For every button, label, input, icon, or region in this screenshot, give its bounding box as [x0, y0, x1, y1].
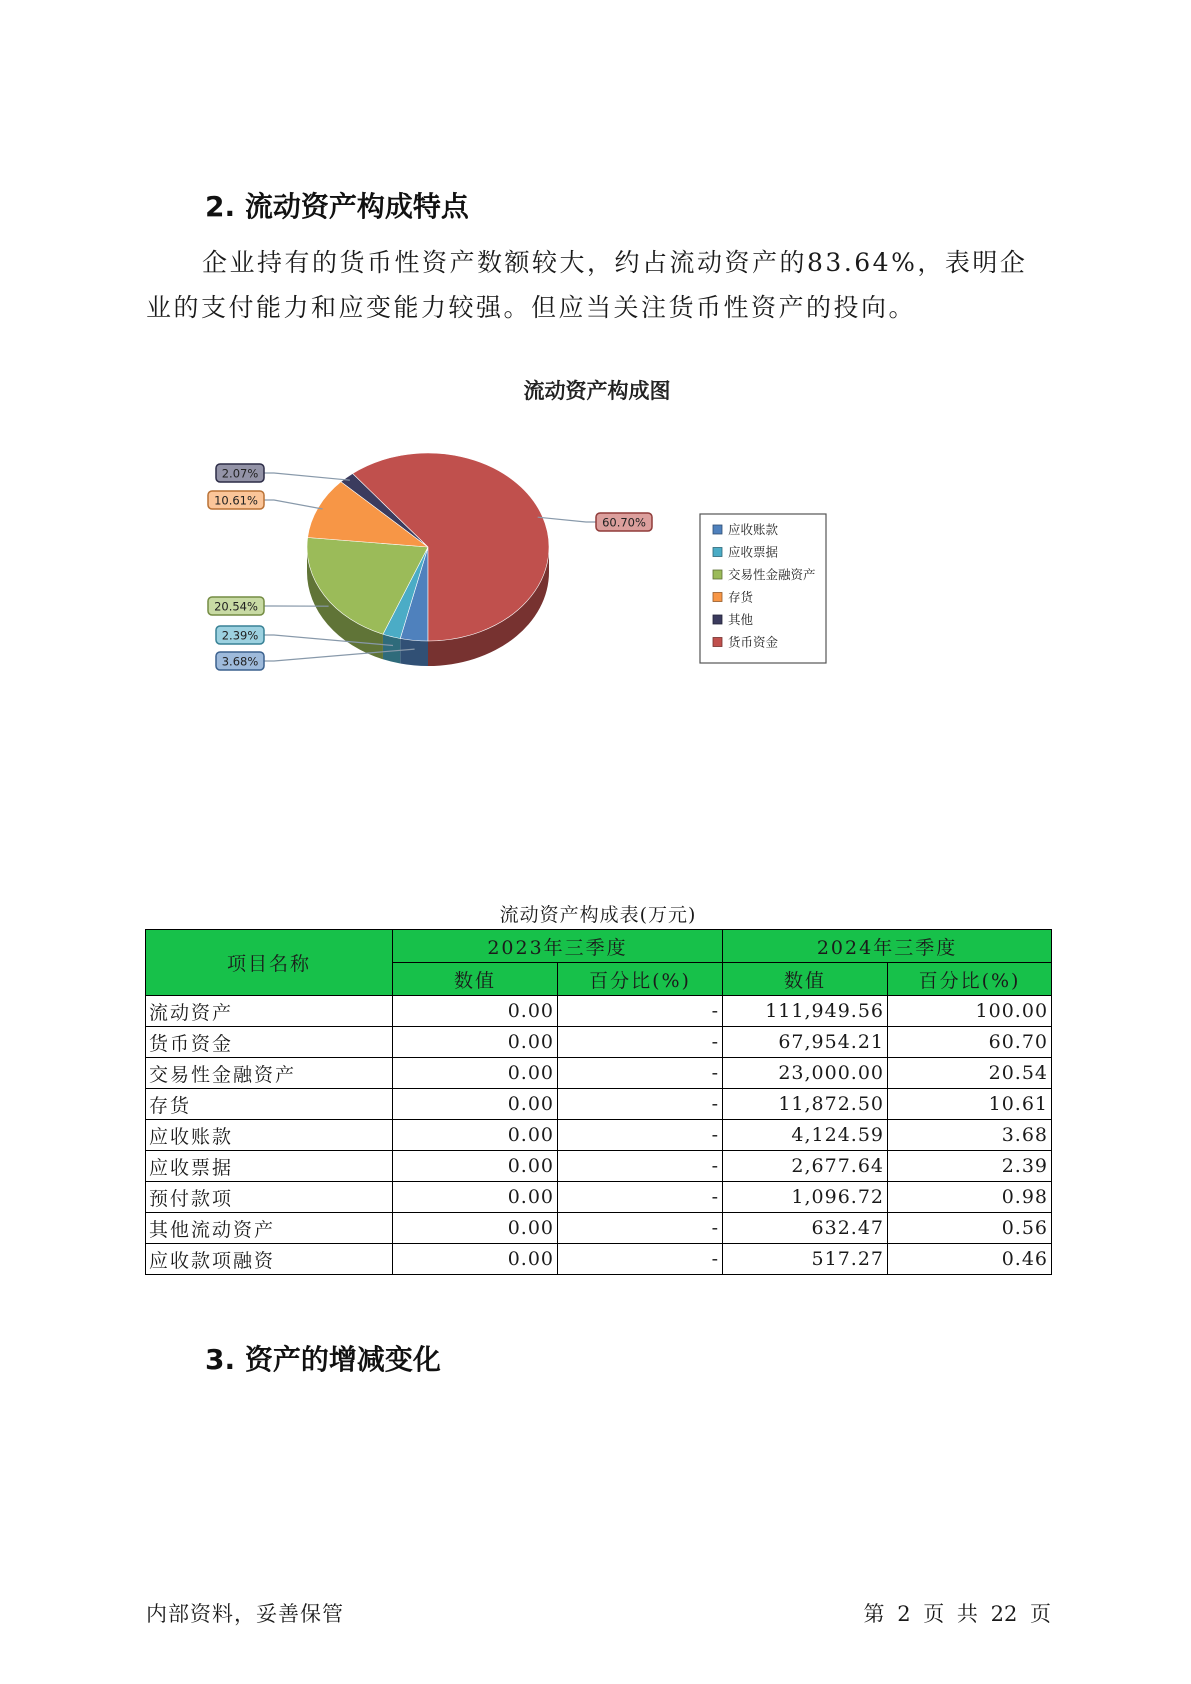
footer-confidential: 内部资料，妥善保管: [146, 1602, 344, 1626]
pie-chart: [0, 360, 1191, 680]
table-row: [146, 1089, 1052, 1120]
chart-title: 流动资产构成图: [523, 379, 671, 403]
pct-2024: 2.39: [888, 1151, 1052, 1182]
legend-label-存货: 存货: [728, 589, 754, 605]
row-name: 预付款项: [146, 1182, 393, 1213]
table-row: [146, 1244, 1052, 1275]
leader-line-其他: [264, 473, 350, 480]
data-label-存货: 10.61%: [214, 493, 258, 508]
header-value-2024: 数值: [723, 963, 888, 996]
value-2023: 0.00: [393, 1120, 558, 1151]
header-period-2024: 2024年三季度: [723, 930, 1052, 963]
pct-2023: -: [558, 1027, 723, 1058]
value-2024: 517.27: [723, 1244, 888, 1275]
row-name: 应收账款: [146, 1120, 393, 1151]
table-row: [146, 996, 1052, 1027]
legend-swatch-交易性金融资产: [713, 570, 722, 579]
pct-2023: -: [558, 1151, 723, 1182]
value-2023: 0.00: [393, 1244, 558, 1275]
header-value-2023: 数值: [393, 963, 558, 996]
table-row: [146, 1213, 1052, 1244]
legend-label-交易性金融资产: 交易性金融资产: [728, 567, 816, 582]
pie-wall-应收票据: [383, 634, 400, 663]
header-period-2023: 2023年三季度: [393, 930, 723, 963]
data-label-应收票据: 2.39%: [221, 628, 259, 643]
pct-2024: 0.56: [888, 1213, 1052, 1244]
pct-2023: -: [558, 1244, 723, 1275]
section-2-title: 2. 流动资产构成特点: [205, 190, 469, 223]
table-row: [146, 1120, 1052, 1151]
data-label-应收账款: 3.68%: [221, 654, 259, 669]
pct-2023: -: [558, 1058, 723, 1089]
legend-label-应收账款: 应收账款: [728, 522, 779, 537]
table-row: [146, 1182, 1052, 1213]
value-2024: 67,954.21: [723, 1027, 888, 1058]
pct-2024: 100.00: [888, 996, 1052, 1027]
pct-2024: 3.68: [888, 1120, 1052, 1151]
data-label-交易性金融资产: 20.54%: [214, 599, 258, 614]
value-2024: 23,000.00: [723, 1058, 888, 1089]
pct-2023: -: [558, 1213, 723, 1244]
table-row: [146, 1027, 1052, 1058]
value-2023: 0.00: [393, 1213, 558, 1244]
header-item-name: 项目名称: [146, 930, 393, 996]
row-name: 流动资产: [146, 996, 393, 1027]
value-2024: 1,096.72: [723, 1182, 888, 1213]
pie-wall-应收账款: [400, 638, 428, 666]
data-label-货币资金: 60.70%: [602, 515, 646, 530]
value-2023: 0.00: [393, 1151, 558, 1182]
legend-swatch-货币资金: [713, 638, 722, 647]
legend-label-货币资金: 货币资金: [728, 634, 779, 650]
legend-swatch-应收票据: [713, 548, 722, 557]
value-2023: 0.00: [393, 996, 558, 1027]
row-name: 应收款项融资: [146, 1244, 393, 1275]
pct-2023: -: [558, 1120, 723, 1151]
row-name: 应收票据: [146, 1151, 393, 1182]
section-2-paragraph: 企业持有的货币性资产数额较大，约占流动资产的83.64%，表明企业的支付能力和应变能力较强。但应当关注货币性资产的投向。: [146, 248, 1028, 322]
legend-swatch-其他: [713, 615, 722, 624]
value-2024: 2,677.64: [723, 1151, 888, 1182]
row-name: 货币资金: [146, 1027, 393, 1058]
legend-swatch-应收账款: [713, 525, 722, 534]
value-2023: 0.00: [393, 1058, 558, 1089]
table-caption: 流动资产构成表(万元): [499, 904, 697, 926]
table-row: [146, 1058, 1052, 1089]
legend-label-应收票据: 应收票据: [728, 544, 779, 560]
pct-2024: 10.61: [888, 1089, 1052, 1120]
pct-2023: -: [558, 996, 723, 1027]
value-2024: 4,124.59: [723, 1120, 888, 1151]
pct-2024: 0.46: [888, 1244, 1052, 1275]
current-assets-table: [145, 929, 1052, 1275]
footer-page-number: 第 2 页 共 22 页: [863, 1602, 1051, 1626]
value-2024: 632.47: [723, 1213, 888, 1244]
value-2023: 0.00: [393, 1027, 558, 1058]
row-name: 存货: [146, 1089, 393, 1120]
row-name: 交易性金融资产: [146, 1058, 393, 1089]
data-label-其他: 2.07%: [221, 466, 259, 481]
pct-2024: 60.70: [888, 1027, 1052, 1058]
row-name: 其他流动资产: [146, 1213, 393, 1244]
header-pct-2024: 百分比(%): [888, 963, 1052, 996]
value-2024: 11,872.50: [723, 1089, 888, 1120]
value-2024: 111,949.56: [723, 996, 888, 1027]
leader-line-存货: [264, 500, 323, 509]
section-3-title: 3. 资产的增减变化: [205, 1343, 441, 1376]
leader-line-货币资金: [538, 517, 596, 522]
pct-2024: 20.54: [888, 1058, 1052, 1089]
pct-2023: -: [558, 1182, 723, 1213]
value-2023: 0.00: [393, 1089, 558, 1120]
chart-legend: [700, 514, 826, 663]
table-row: [146, 1151, 1052, 1182]
pct-2024: 0.98: [888, 1182, 1052, 1213]
value-2023: 0.00: [393, 1182, 558, 1213]
pct-2023: -: [558, 1089, 723, 1120]
pie-top-slices: [307, 453, 549, 641]
legend-swatch-存货: [713, 593, 722, 602]
legend-label-其他: 其他: [728, 612, 754, 627]
header-pct-2023: 百分比(%): [558, 963, 723, 996]
